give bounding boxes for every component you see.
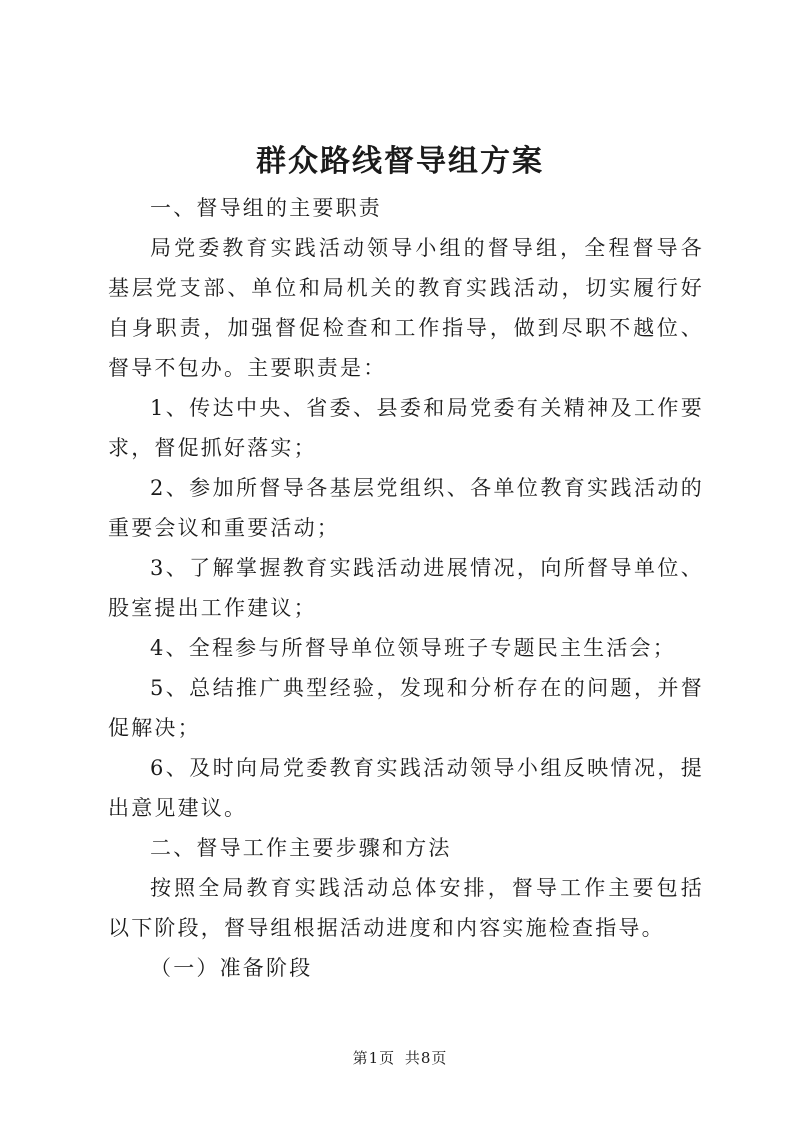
document-title: 群众路线督导组方案 <box>256 144 544 179</box>
list-item: 5、总结推广典型经验，发现和分析存在的问题，并督促解决； <box>108 676 704 740</box>
list-item: 4、全程参与所督导单位领导班子专题民主生活会； <box>150 636 676 660</box>
subsection-heading: （一）准备阶段 <box>150 956 313 980</box>
list-item: 6、及时向局党委教育实践活动领导小组反映情况，提出意见建议。 <box>108 756 704 820</box>
list-item: 2、参加所督导各基层党组织、各单位教育实践活动的重要会议和重要活动； <box>108 476 704 540</box>
paragraph: 按照全局教育实践活动总体安排，督导工作主要包括以下阶段，督导组根据活动进度和内容实施检查指导。 <box>108 876 704 940</box>
page-footer: 第1页 共8页 <box>352 1049 448 1067</box>
section-heading: 一、督导组的主要职责 <box>150 196 382 220</box>
paragraph: 局党委教育实践活动领导小组的督导组，全程督导各基层党支部、单位和局机关的教育实践活动，切实履行好自身职责，加强督促检查和工作指导，做到尽职不越位、督导不包办。主要职责是： <box>108 236 704 380</box>
section-heading: 二、督导工作主要步骤和方法 <box>150 836 452 860</box>
document-body <box>108 188 704 988</box>
list-item: 1、传达中央、省委、县委和局党委有关精神及工作要求，督促抓好落实； <box>108 396 704 460</box>
list-item: 3、了解掌握教育实践活动进展情况，向所督导单位、股室提出工作建议； <box>108 556 704 620</box>
